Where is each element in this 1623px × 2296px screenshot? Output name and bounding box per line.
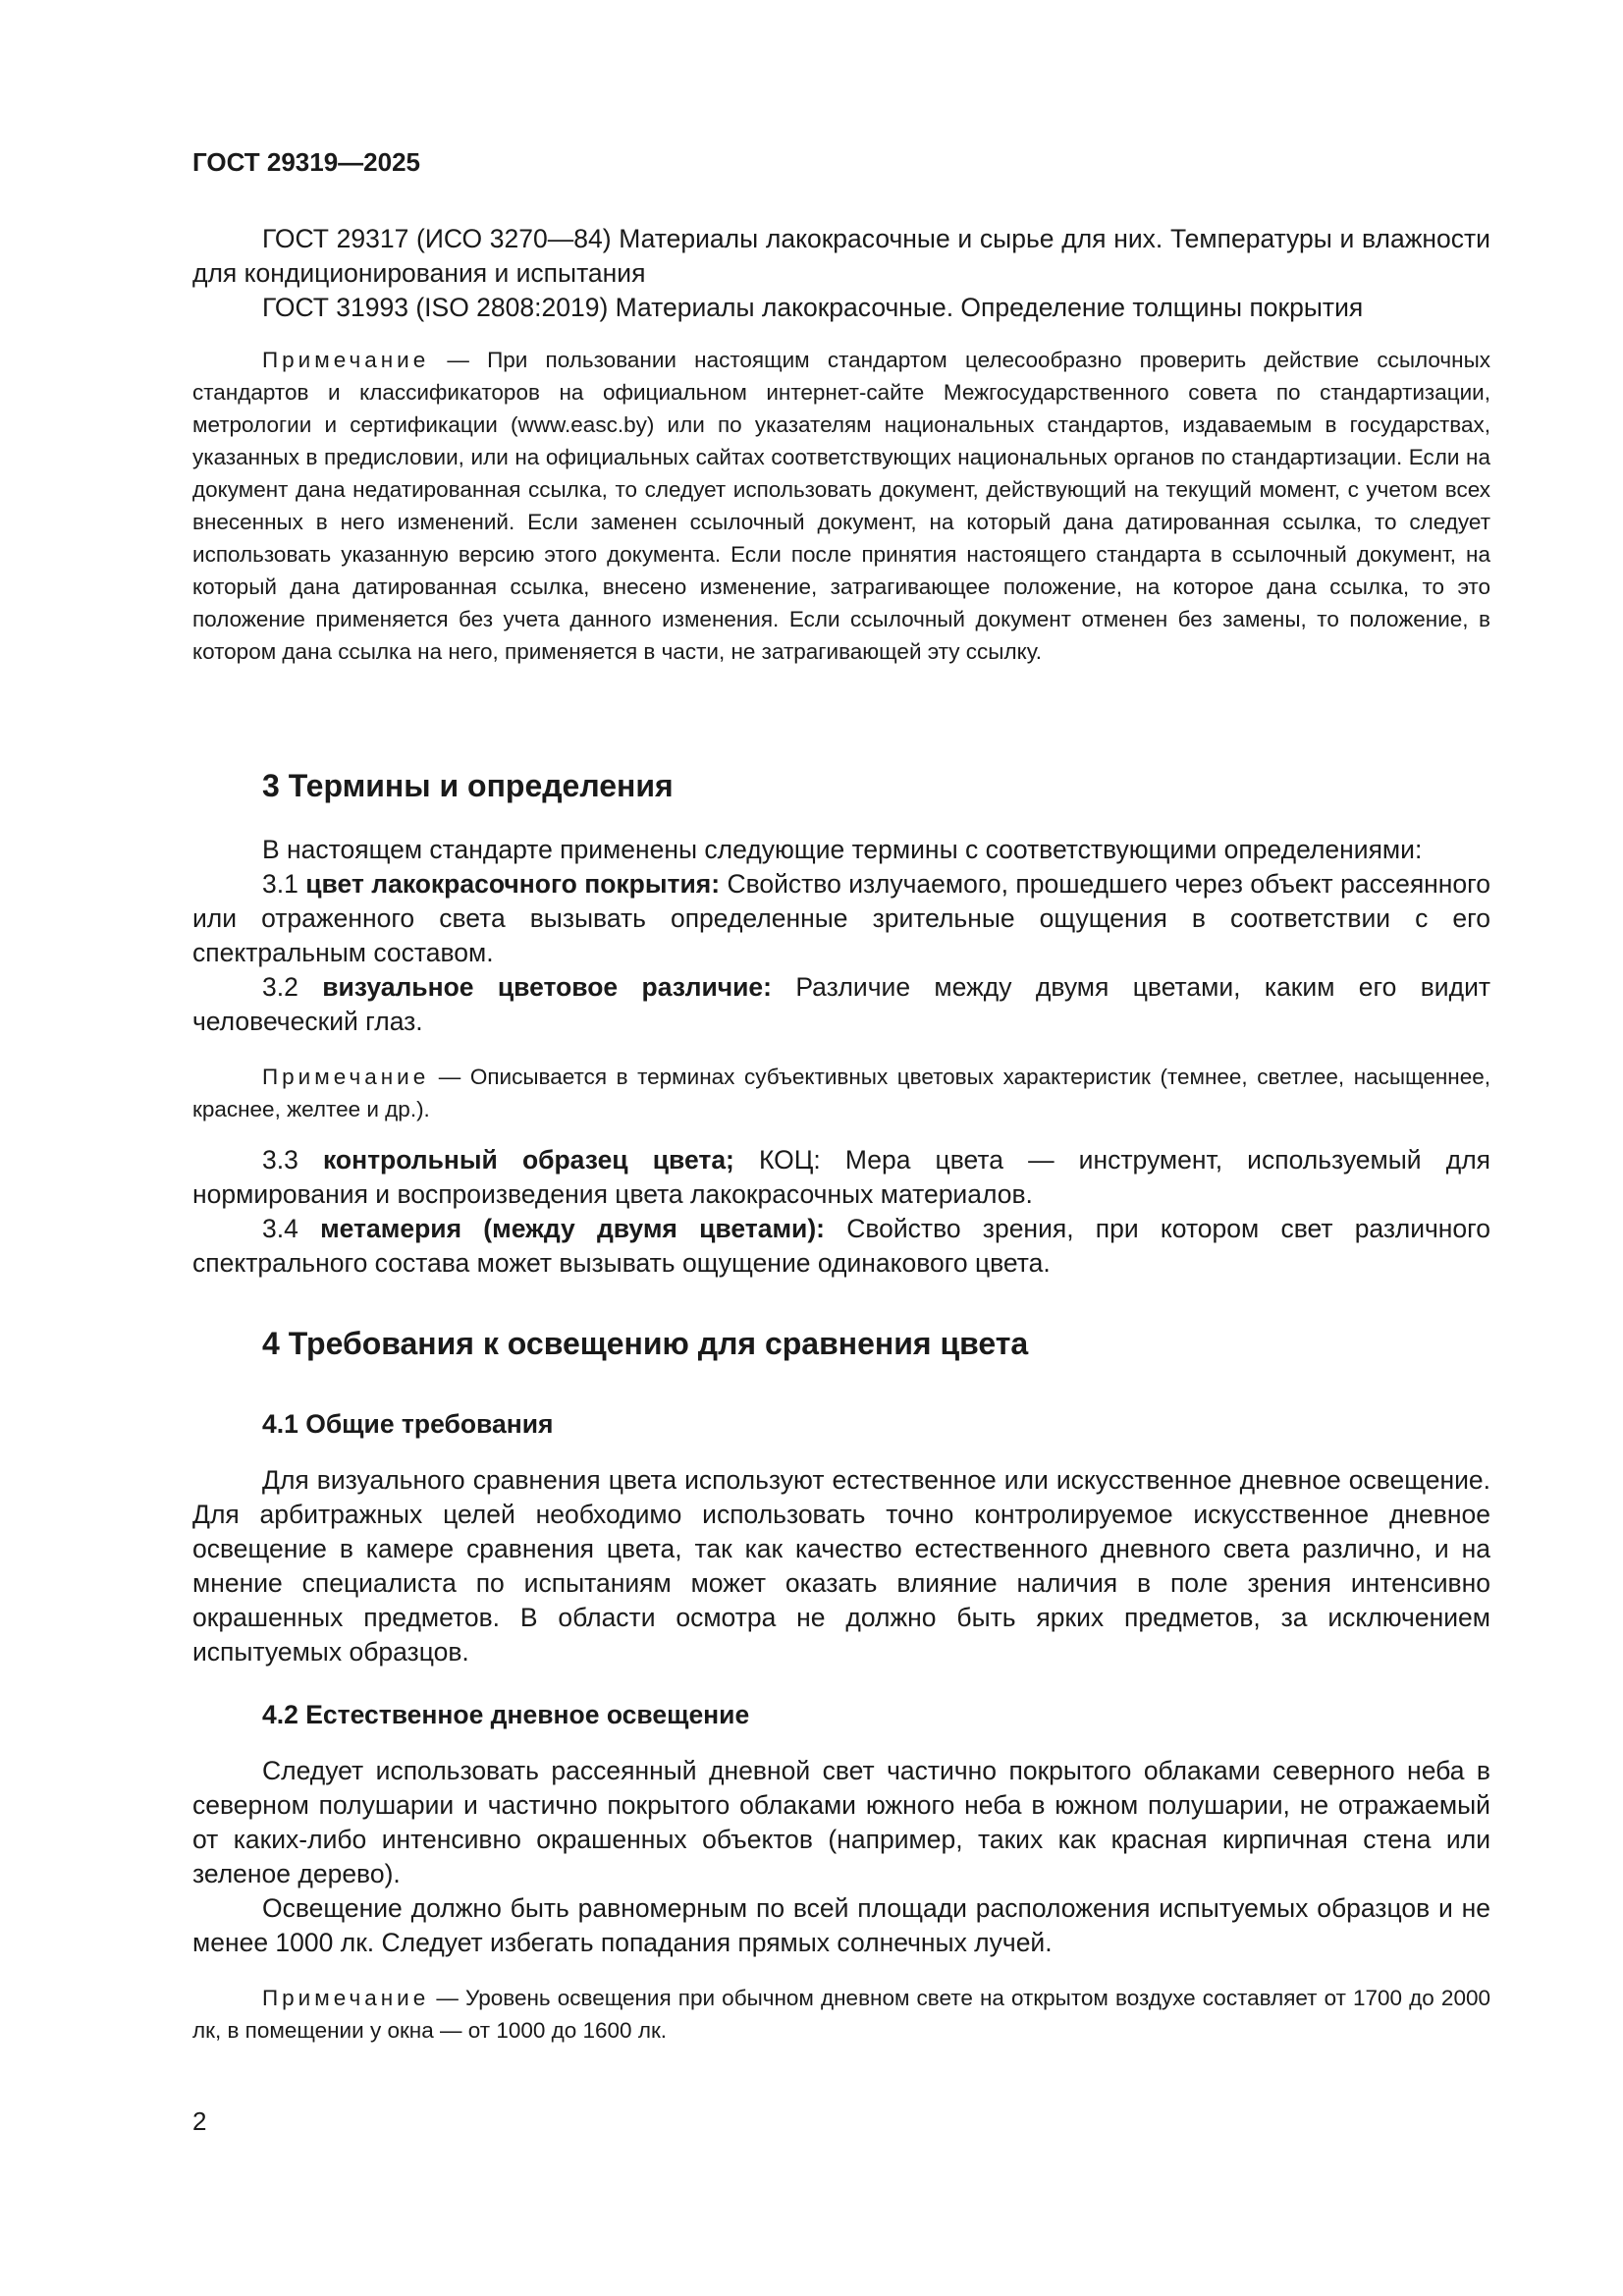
section-3-terms: [192, 833, 1490, 1039]
section-3-intro: В настоящем стандарте применены следующие термины с соответствующими определениями:: [262, 835, 1423, 864]
reference-item: ГОСТ 31993 (ISO 2808:2019) Материалы лакокрасочные. Определение толщины покрытия: [262, 293, 1364, 322]
document-header: ГОСТ 29319—2025: [192, 147, 420, 177]
section-4-1-text: Для визуального сравнения цвета используют естественное или искусственное дневное освещение. Для арбитражных целей необходимо использовать точно контролируемое искусственное дневное освещение в камере сравнения цвета, так как качество естественного дневного света различно, и на мнение специалиста по испытаниям может оказать влияние наличия в поле зрения интенсивно окрашенных предметов. В области осмотра не должно быть ярких предметов, за исключением испытуемых образцов.: [192, 1465, 1490, 1667]
note-label: Примечание: [262, 1065, 430, 1089]
term-3-4: 3.4 метамерия (между двумя цветами): Свойство зрения, при котором свет различного спектрального состава может вызывать ощущение одинакового цвета.: [192, 1214, 1490, 1278]
note-section-4-2: [192, 1982, 1490, 2047]
section-3-title: 3 Термины и определения: [262, 768, 674, 803]
note-text: — Описывается в терминах субъективных цветовых характеристик (темнее, светлее, насыщеннее, краснее, желтее и др.).: [192, 1065, 1490, 1121]
section-3-terms-cont: [192, 1143, 1490, 1281]
term-3-3: 3.3 контрольный образец цвета; КОЦ: Мера цвета — инструмент, используемый для нормирования и воспроизведения цвета лакокрасочных материалов.: [192, 1145, 1491, 1209]
section-4-2-text: Следует использовать рассеянный дневной свет частично покрытого облаками северного неба в северном полушарии и частично покрытого облаками южного неба в южном полушарии, не отражаемый от каких-либо интенсивно окрашенных объектов (например, таких как красная кирпичная стена или зеленое дерево). Освещение должно быть равномерным по всей площади расположения испытуемых образцов и не менее 1000 лк. Следует избегать попадания прямых солнечных лучей.: [192, 1756, 1490, 1957]
note-term-3-2: [192, 1061, 1490, 1125]
page-number: 2: [192, 2106, 207, 2136]
term-3-2: 3.2 визуальное цветовое различие: Различие между двумя цветами, каким его видит человеческий глаз.: [192, 972, 1491, 1036]
note-text: — При пользовании настоящим стандартом целесообразно проверить действие ссылочных стандартов и классификаторов на официальном интернет-сайте Межгосударственного совета по стандартизации, метрологии и сертификации (www.easc.by) или по указателям национальных стандартов, издаваемым в государствах, указанных в предисловии, или на официальных сайтах соответствующих национальных органов по стандартизации. Если на документ дана недатированная ссылка, то следует использовать документ, действующий на текущий момент, с учетом всех внесенных в него изменений. Если заменен ссылочный документ, на который дана датированная ссылка, то следует использовать указанную версию этого документа. Если после принятия настоящего стандарта в ссылочный документ, на который дана датированная ссылка, внесено изменение, затрагивающее положение, на которое дана ссылка, то это положение применяется без учета данного изменения. Если ссылочный документ отменен без замены, то положение, в котором дана ссылка на него, применяется в части, не затрагивающей эту ссылку.: [192, 348, 1490, 664]
term-3-4-name: метамерия (между двумя цветами):: [320, 1214, 825, 1243]
term-3-1-name: цвет лакокрасочного покрытия:: [305, 869, 721, 899]
note-label: Примечание: [262, 1986, 430, 2010]
normative-references: [192, 222, 1490, 325]
note-label: Примечание: [262, 348, 430, 372]
reference-item: ГОСТ 29317 (ИСО 3270—84) Материалы лакокрасочные и сырье для них. Температуры и влажности для кондиционирования и испытания: [192, 224, 1490, 288]
note-text: — Уровень освещения при обычном дневном свете на открытом воздухе составляет от 1700 до 2000 лк, в помещении у окна — от 1000 до 1600 лк.: [192, 1986, 1490, 2043]
note-references: [192, 344, 1490, 668]
section-4-2-title: 4.2 Естественное дневное освещение: [262, 1700, 750, 1729]
term-3-1: 3.1 цвет лакокрасочного покрытия: Свойство излучаемого, прошедшего через объект рассеянного или отраженного света вызывать определенные зрительные ощущения в соответствии с его спектральным составом.: [192, 869, 1490, 967]
section-4-1-title: 4.1 Общие требования: [262, 1409, 554, 1439]
section-4-title: 4 Требования к освещению для сравнения цвета: [262, 1326, 1029, 1361]
term-3-2-name: визуальное цветовое различие:: [322, 972, 772, 1002]
term-3-3-name: контрольный образец цвета;: [322, 1145, 734, 1175]
